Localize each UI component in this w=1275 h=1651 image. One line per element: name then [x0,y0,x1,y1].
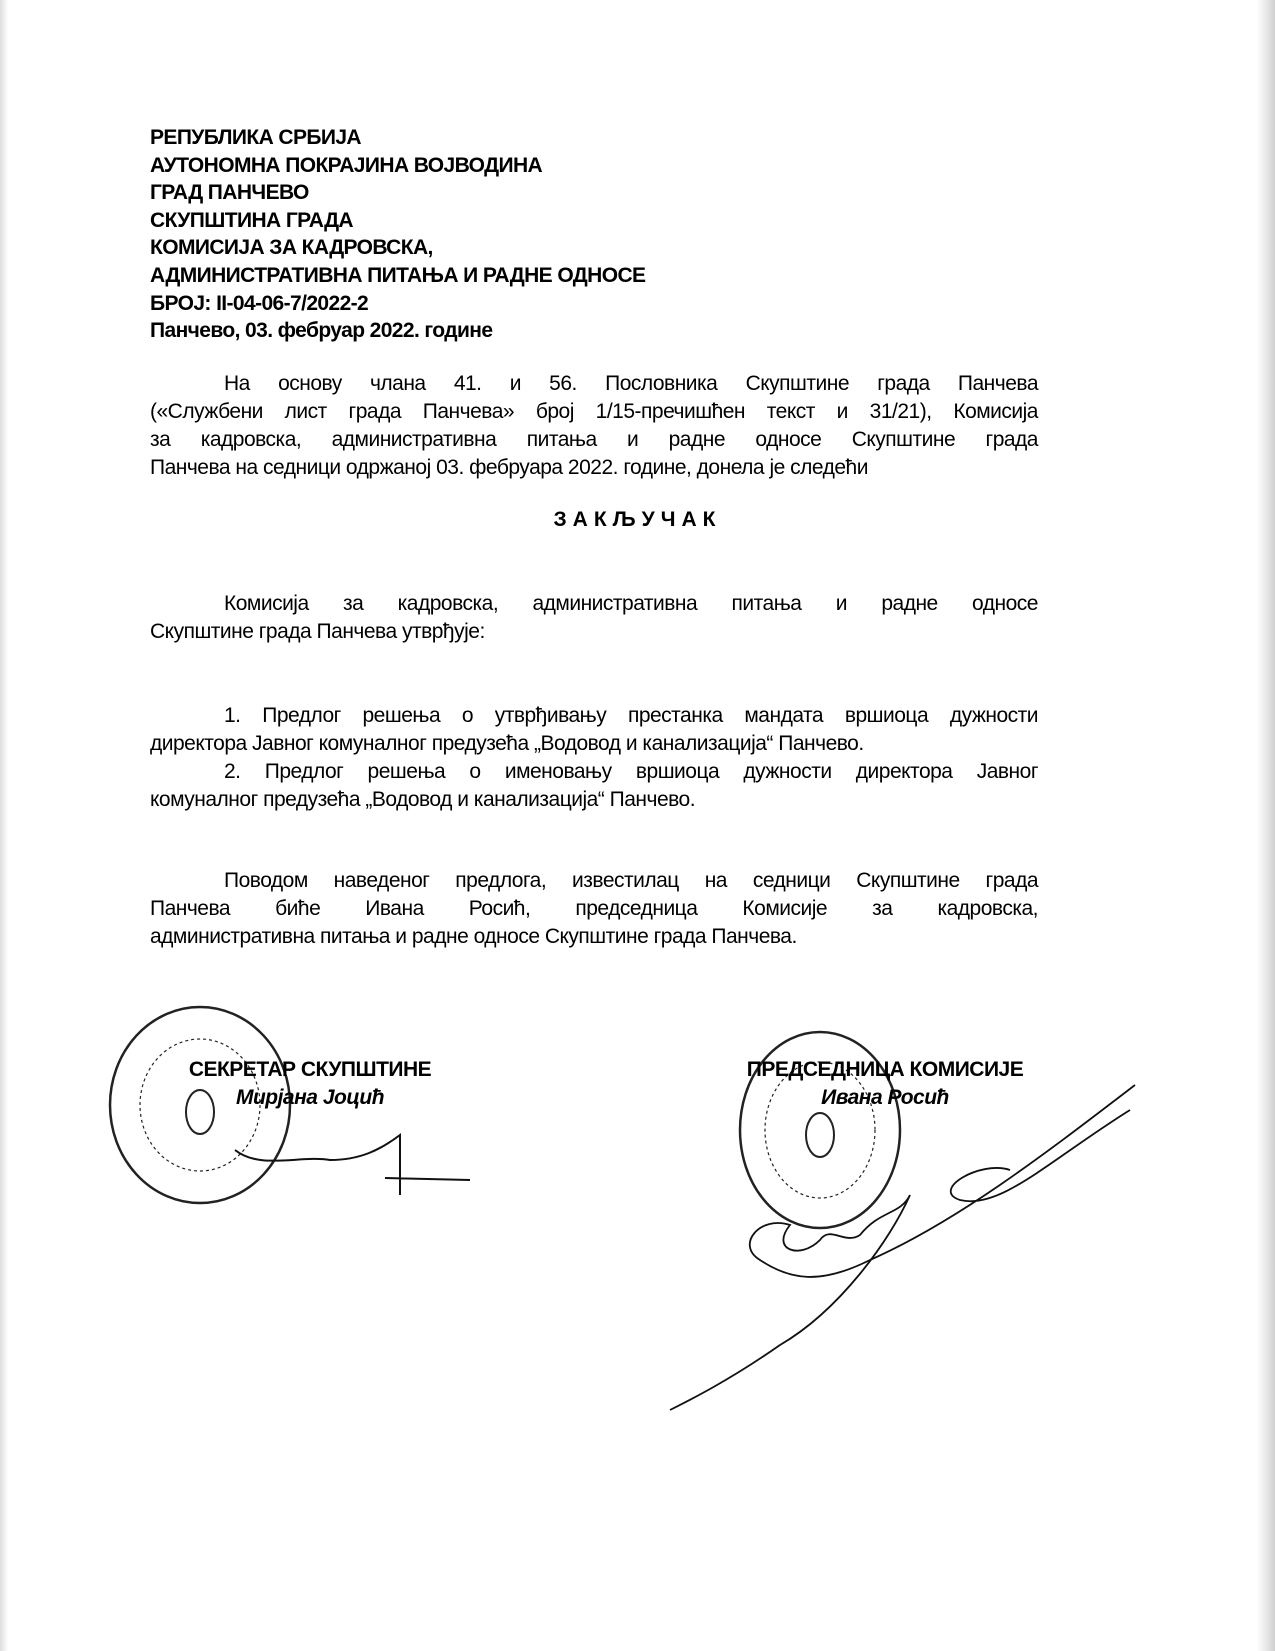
document-title: ЗАКЉУЧАК [553,508,722,531]
list-item-1-line: 1. Предлог решења о утврђивању престанка мандата вршиоца дужности [224,704,1038,727]
list-item-1-line: директора Јавног комуналног предузећа „Водовод и канализација“ Панчево. [150,732,864,755]
text-line: за кадровска, административна питања и радне односе Скупштине града [150,428,1038,451]
signer-name: Мирјана Јоцић [235,1086,385,1109]
header-line: ГРАД ПАНЧЕВО [150,181,309,205]
text-line: Панчева биће Ивана Росић, председница Комисије за кадровска, [150,897,1038,920]
text-line: Панчева на седници одржаној 03. фебруара 2022. године, донела је следећи [150,456,868,479]
header-line: АДМИНИСТРАТИВНА ПИТАЊА И РАДНЕ ОДНОСЕ [150,263,646,287]
text-line: Поводом наведеног предлога, известилац на седници Скупштине града [224,869,1038,892]
header-line: АУТОНОМНА ПОКРАЈИНА ВОЈВОДИНА [150,153,543,177]
list-item-2-line: комуналног предузећа „Водовод и канализација“ Панчево. [150,788,696,811]
text-line: На основу члана 41. и 56. Пословника Скупштине града Панчева [224,372,1038,395]
text-line: административна питања и радне односе Скупштине града Панчева. [150,925,797,948]
document-date: Панчево, 03. фебруар 2022. године [150,319,493,343]
signer-name: Ивана Росић [821,1086,949,1109]
header-line: СКУПШТИНА ГРАДА [150,208,353,232]
text-line: Комисија за кадровска, административна питања и радне односе [224,592,1038,615]
reference-number: БРОЈ: II-04-06-7/2022-2 [150,291,369,315]
signature-block-secretary [160,1056,460,1112]
signature-block-chair [705,1056,1065,1112]
text-line: («Службени лист града Панчева» број 1/15-пречишћен текст и 31/21), Комисија [150,400,1038,423]
header-line: РЕПУБЛИКА СРБИЈА [150,126,361,149]
signer-role: ПРЕДСЕДНИЦА КОМИСИЈЕ [746,1058,1024,1081]
text-line: Скупштине града Панчева утврђује: [150,620,485,643]
signer-role: СЕКРЕТАР СКУПШТИНЕ [188,1058,432,1081]
list-item-2-line: 2. Предлог решења о именовању вршиоца дужности директора Јавног [224,760,1038,783]
header-line: КОМИСИЈА ЗА КАДРОВСКА, [150,236,433,260]
